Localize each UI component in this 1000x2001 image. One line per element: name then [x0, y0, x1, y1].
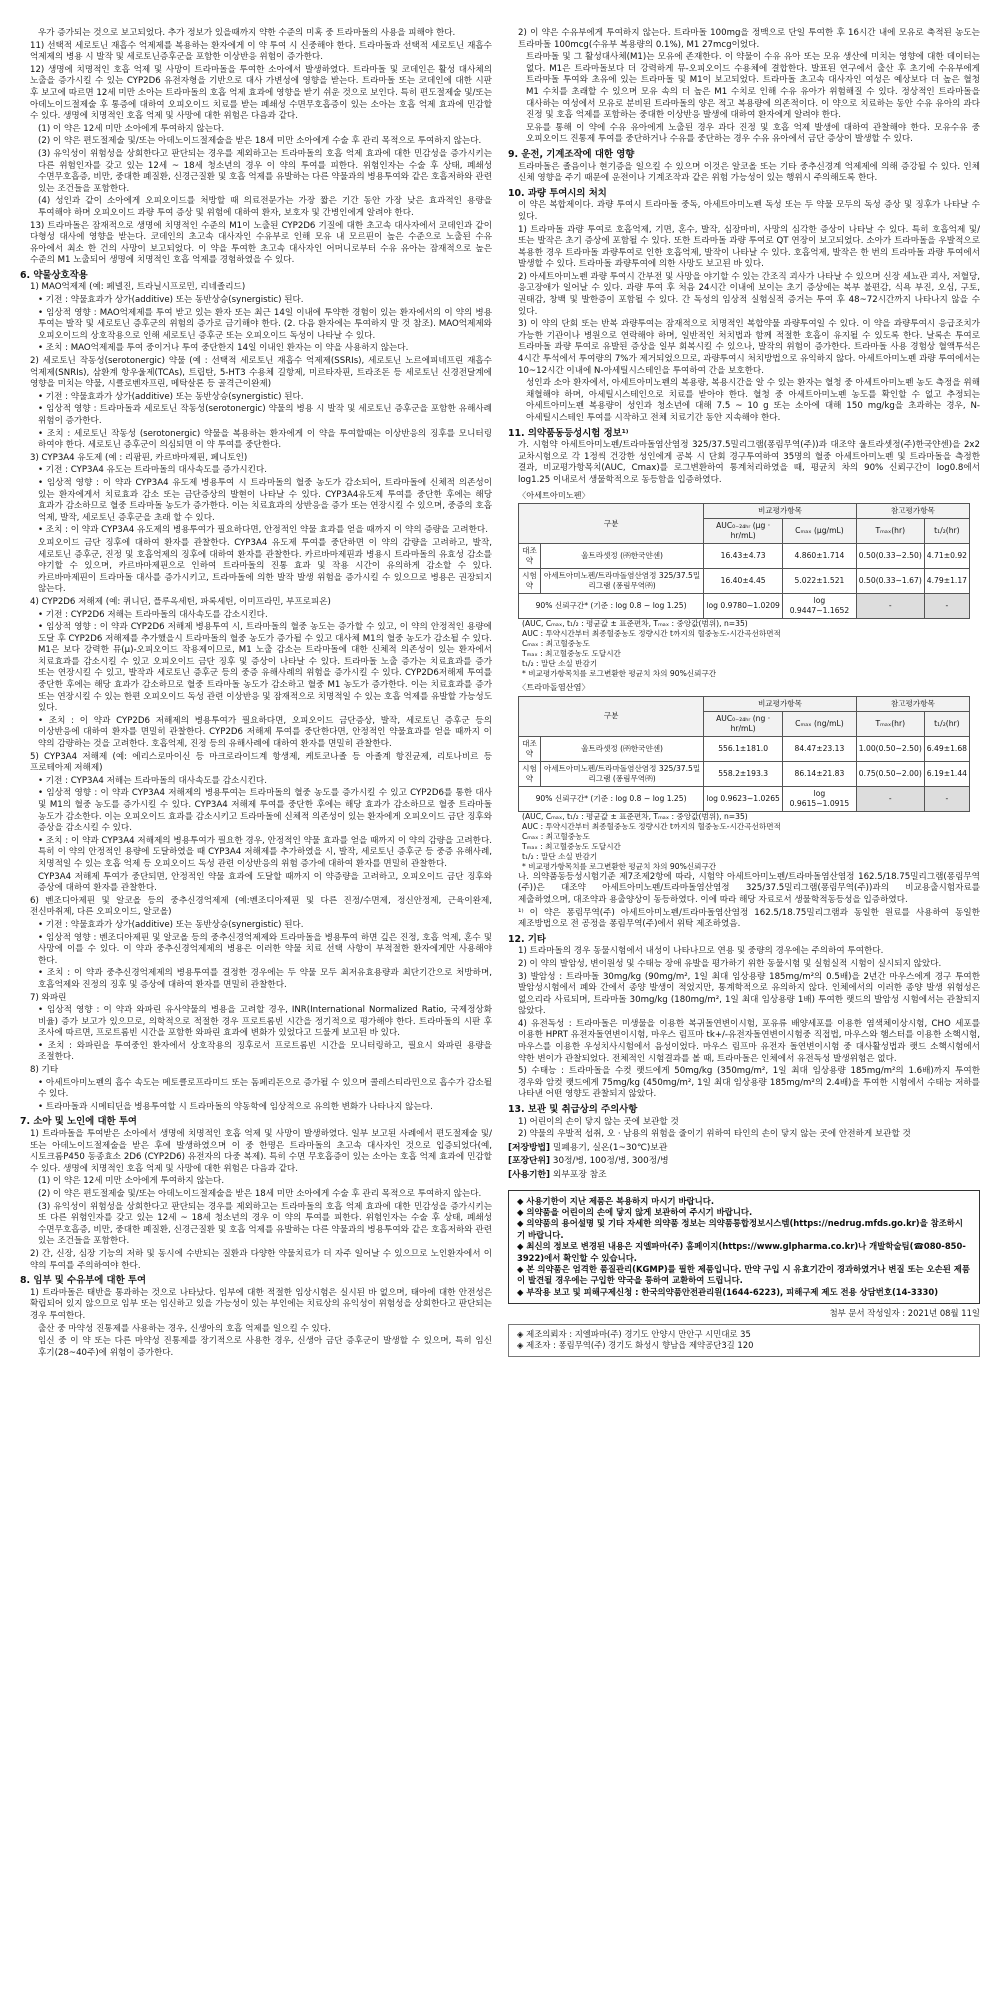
paragraph: 6) 벤조디아제핀 및 알코올 등의 중추신경억제제 (예:벤조디아제핀 및 다른 진정/수면제, 정신안정제, 근육이완제, 전신마취제, 다른 오피오이드, 알코올) [30, 895, 492, 918]
info-value: 30정/병, 100정/병, 300정/병 [552, 1156, 669, 1167]
section-heading: 6. 약물상호작용 [20, 269, 88, 281]
paragraph: 5) 수태능 : 트라마돌을 수컷 랫드에게 50mg/kg (350mg/m², 1일 최대 임상용량 185mg/m²의 1.6배)까지 투여한 경우와 암컷 랫드에게 75mg/kg (450mg/m², 1일 최대 임상용량 185mg/m²의 2.4배)을 투여한 시험에서 수태능 저하를 나타낸 어떤 영향도 관찰되지 않았다. [518, 1066, 980, 1100]
table2-header-cmax: Cₘₐₓ (ng/mL) [783, 711, 857, 736]
table1-header-cmax: Cₘₐₓ (μg/mL) [783, 519, 857, 544]
table2-header-t12: t₁/₂(hr) [924, 711, 969, 736]
table-row [519, 761, 970, 786]
table-note: AUC : 투약시간부터 최종혈중농도 정량시간 t까지의 혈중농도-시간곡선하면적 [522, 629, 781, 639]
table-cell: 대조약 [519, 544, 541, 569]
table-cell: - [924, 594, 969, 619]
paragraph: • 임상적 영향 : MAO억제제를 투여 받고 있는 환자 또는 최근 14일 이내에 투약한 경험이 있는 환자에서의 이 약의 병용 투여는 발작 및 세로토닌 증후군의 위험의 증가로 금기해야 한다. (2. 다음 환자에는 투여하지 말 것 참조). MAO억제제와 오피오이드의 상호작용으로 인해 세로토닌 증후군 또는 오피오이드 독성이 나타날 수 있다. [38, 307, 492, 341]
table2-header-auc: AUC₀₋₂₄ₕᵣ (ng · hr/mL) [704, 711, 783, 736]
paragraph: 트라마돌 및 그 활성대사체(M1)는 모유에 존재한다. 이 약물이 수유 유아 또는 모유 생산에 미치는 영향에 대한 데이터는 없다. M1은 트라마돌보다 더 강력하게 뮤-오피오이드 수용체에 결합한다. 발표된 연구에서 출산 후 초기에 수유부에게 트라마돌 투여와 초유에 있는 트라마돌 및 M1이 보고되었다. 트라마돌 초고속 대사자인 여성은 예상보다 더 높은 혈청 M1 수치를 초래할 수 있으며 모유 속의 더 높은 M1 수치로 인해 수유 유아가 위험해질 수 있다. 정상적인 트라마돌을 대사하는 여성에서 모유로 분비된 트라마돌의 양은 적고 복용량에 의존적이다. 이 약으로 치료하는 동안 수유 유아의 과다 진정 및 호흡 억제를 포함하는 중대한 이상반응 발생에 대하여 환자에게 알려야 한다. [526, 52, 980, 121]
manufacturer-line: ◈ 제조자 : 퐁림무역(주) 경기도 화성시 향남읍 제약공단3길 120 [517, 1340, 754, 1351]
table1-header-tmax: Tₘₐₓ(hr) [856, 519, 924, 544]
info-row [508, 1170, 980, 1182]
table-cell: - [924, 786, 969, 811]
paragraph: 임신 중 이 약 또는 다른 마약성 진통제를 장기적으로 사용한 경우, 신생아 금단 증후군이 발생할 수 있으며, 특히 임신 후기(28~40주)에 위험이 증가한다. [38, 1336, 492, 1358]
paragraph: 1) 트라마돌 과량 투여로 호흡억제, 기면, 혼수, 발작, 심장마비, 사망의 심각한 증상이 나타날 수 있다. 특히 호흡억제 및/또는 발작은 초기 증상에 포함될 수 있다. 또한 트라마돌 과량 투여로 QT 연장이 보고되었다. 소아가 트라마돌을 우발적으로 복용한 경우 트라마돌 과량투여로 인한 호흡억제, 발작이 나타날 수 있다. 호흡억제, 발작은 한 번의 트라마돌 과량 투여에서 발생할 수 있다. 트라마돌 과량투여에 의한 사망도 보고된 바 있다. [518, 224, 980, 270]
section-heading: 8. 임부 및 수유부에 대한 투여 [20, 1275, 147, 1287]
paragraph: 4) 유전독성 : 트라마돌은 미생물을 이용한 복귀돌연변이시험, 포유류 배양세포를 이용한 염색체이상시험, CHO 세포를 이용한 HPRT 유전자돌연변이시험, 마우스 림프마 tk+/-유전자돌연변이시험중 직접법, 마우스와 햄스터를 이용한 소핵시험, 마우스를 이용한 우성치사시험에서 음성이었다. 마우스 림프마 유전자 돌연변이시험 중 대사활성법과 랫드 소핵시험에서 약한 변이가 관찰되었다. 전체적인 시험결과를 볼 때, 트라마돌은 인체에서 유전독성 발생위험은 없다. [518, 1018, 980, 1064]
section-heading: 13. 보관 및 취급상의 주의사항 [508, 1104, 638, 1116]
paragraph: 11) 선택적 세로토닌 재흡수 억제제를 복용하는 환자에게 이 약 투여 시 신중해야 한다. 트라마돌과 선택적 세로토닌 재흡수 억제제의 병용 시 발작 및 세로토닌증후군을 포함한 이상반응 위험이 증가한다. [30, 40, 492, 63]
table-cell: log 0.9623~1.0265 [704, 786, 783, 811]
table-cell: - [856, 594, 924, 619]
paragraph: (4) 성인과 같이 소아에게 오피오이드를 처방할 때 의료전문가는 가장 짧은 기간 동안 가장 낮은 효과적인 용량을 투여해야 하며 오피오이드 과량 투여 증상 및 위험에 대하여 환자, 보호자 및 간병인에게 알려야 한다. [38, 196, 492, 218]
table1-header-ref: 참고평가항목 [856, 504, 969, 519]
table-cell: 558.2±193.3 [704, 761, 783, 786]
right-column [508, 28, 980, 1357]
paragraph: 3) 이 약의 단회 또는 반복 과량투여는 잠재적으로 치명적인 복합약물 과량투여일 수 있다. 이 약을 과량투여시 응급조치가 가능한 기관이나 병원으로 연락해야 하며, 일반적인 처치법과 함께 적절한 호흡이 유지될 수 있도록 한다. 날록손 투여로 트라마돌 과량 투여로 유발된 증상을 일부 회복시킬 수 있으나, 발작의 위험이 증가한다. 트라마돌 사용 경험상 혈액투석은 4시간 투석에서 투여량의 7%가 제거되었으므로, 과량투여시 처치방법으로 유익하지 않다. 아세트아미노펜 과량 투여에서는 10~12시간 이내에 N-아세틸시스테인을 투여하여 간을 보호한다. [518, 319, 980, 376]
table-cell: 4.860±1.714 [783, 544, 857, 569]
table-row [519, 736, 970, 761]
notice-item: ◆ 본 의약품은 엄격한 품질관리(KGMP)를 필한 제품입니다. 만약 구입 시 유효기간이 경과하였거나 변질 또는 오손된 제품이 발견될 경우에는 구입한 약국을 통하여 교환하여 드립니다. [517, 1264, 970, 1286]
table-cell: 울트라셋정 (㈜한국얀센) [540, 544, 703, 569]
table-note: Cₘₐₓ : 최고혈중농도 [522, 639, 590, 649]
paragraph: 1) 트라마돌은 태반을 통과하는 것으로 나타났다. 임부에 대한 적절한 임상시험은 실시된 바 없으며, 태아에 대한 안전성은 확립되어 있지 않으므로 임부 또는 임신하고 있을 가능성이 있는 부인에는 치료상의 유익성이 위험성을 상회한다고 판단되는 경우 투여한다. [30, 1287, 492, 1321]
paragraph: • 임상적 영향 : 이 약과 CYP2D6 저해제 병용투여 시, 트라마돌의 혈중 농도는 증가할 수 있고, 이 약의 안정적인 용량에 도달 후 CYP2D6 저해제를 추가했을시 트라마돌의 혈중 농도가 증가될 수 있고 대사체 M1의 혈중 농도가 감소될 수 있다. M1은 보다 강력한 뮤(μ)-오피오이드 작용제이므로, M1 노출 감소는 트라마돌에 대한 신체적 의존성이 있는 환자에서 치료효과를 감소시킬 수 있고 오피오이드 금단 징후 및 증상이 나타날 수 있다. 트라마돌 노출 증가는 치료효과를 증가 또는 연장시킬 수 있고, 발작과 세로토닌 증후군 등의 중증 유해사례의 위험을 증가시킬 수 있다. CYP2D6저해제 투여를 중단한 후에는 해당 효과가 감소하므로 혈중 트라마돌 농도가 감소하고 혈중 M1 농도가 증가한다. 이는 치료효과를 증가 또는 연장시킬 수 있는 한편 오피오이드 독성 관련 이상반응 및 잠재적으로 치명적일 수 있는 호흡 억제를 유발할 가능성도 있다. [38, 622, 492, 714]
table2-header-bio: 비교평가항목 [704, 696, 857, 711]
paragraph: • 임상적 영향 : 이 약과 와파린 유사약물의 병용을 고려할 경우, INR(International Normalized Ratio, 국제정상화 비율) 증가 보고가 있으므로, 의학적으로 적절한 경우 프로트롬빈 시간을 정기적으로 평가해야 한다. 트라마돌의 시판 후 조사에 따르면, 프로트롬빈 시간을 포함한 와파린 효과에 변화가 있었다고 드물게 보고된 바 있다. [38, 1005, 492, 1039]
paragraph: • 조치 : 이 약과 CYP2D6 저해제의 병용투여가 필요하다면, 오피오이드 금단증상, 발작, 세로토닌 증후군 등의 이상반응에 대하여 환자를 면밀히 관찰한다. CYP2D6 저해제 투여를 중단한다면, 안정적인 약물효과를 얻을 때까지 이 약의 감량하는 것을 고려한다. 호흡억제, 진정 등의 유해사례에 대하여 환자를 면밀히 관찰한다. [38, 715, 492, 750]
paragraph: 오피오이드 금단 징후에 대하여 환자를 관찰한다. CYP3A4 유도제 투여를 중단하면 이 약의 감량을 고려하고, 발작, 세로토닌 증후군, 진정 및 호흡억제의 징후에 대하여 환자를 관찰한다. 카르바마제핀과 병용시 트라마돌의 유효성 감소를 야기할 수 있으며, 카르바마제핀으로 인하여 트라마돌의 진통 효과 및 작용 시간이 유의하게 감소할 수 있다. 카르바마제핀이 트라마돌 대사를 증가시키고, 트라마돌에 의한 발작 발생 위험을 증가시킬 수 있으므로 병용은 권장되지 않는다. [38, 537, 492, 595]
table-cell: 4.71±0.92 [924, 544, 969, 569]
notice-item: ◆ 최신의 정보로 변경된 내용은 지엘파마(주) 홈페이지(https://www.glpharma.co.kr)나 개발학술팀(☎080-850-3922)에서 확인할 수 있습니다. [517, 1241, 966, 1263]
table-cell: 90% 신뢰구간* (기준 : log 0.8 ~ log 1.25) [519, 594, 704, 619]
paragraph: 1) 트라마돌을 투여받은 소아에서 생명에 치명적인 호흡 억제 및 사망이 발생하였다. 일부 보고된 사례에서 편도절제술 및/또는 아데노이드절제술을 받은 후에 발생하였으며 이 중 한명은 트라마돌의 초고속 대사자인 것으로 입증되었다(예, 시토크롬P450 동종효소 2D6 (CYP2D6) 유전자의 다중 복제). 특히 수면 무호흡증이 있는 소아는 호흡 억제 효과에 민감할 수 있다. 생명에 치명적인 호흡 억제 및 사망에 대한 위험은 다음과 같다. [30, 1129, 492, 1174]
table1-header-auc: AUC₀₋₂₄ₕᵣ (μg · hr/mL) [704, 519, 783, 544]
paragraph: • 조치 : MAO억제제를 투여 중이거나 투여 중단한지 14일 이내인 환자는 이 약을 사용하지 않는다. [38, 343, 409, 354]
table-row [519, 594, 970, 619]
paragraph: (3) 유익성이 위험성을 상회한다고 판단되는 경우를 제외하고는 트라마돌의 호흡 억제 효과에 대한 민감성을 증가시키는 다른 위험인자를 갖고 있는 12세 ~ 18세 청소년의 경우 이 약의 투여를 피한다. 위험인자는 수술 후 상태, 폐쇄성 수면무호흡증, 비만, 중대한 폐질환, 신경근질환 및 호흡 억제를 유발하는 다른 약물과의 병용투여와 같은 호흡저하와 관련 있는 조건들을 포함한다. [38, 148, 492, 194]
table-cell: 84.47±23.13 [783, 736, 857, 761]
paragraph: • 기전 : 약물효과가 상가(additive) 또는 동반상승(synergistic) 된다. [38, 295, 304, 306]
section-heading: 11. 의약품동등성시험 정보¹⁾ [508, 427, 629, 439]
paragraph: ¹⁾ 이 약은 퐁림무역(주) 아세트아미노펜/트라마돌염산염정 162.5/18.75밀리그램과 동일한 원료를 사용하여 동일한 제조방법으로 전 공정을 퐁림무역(주)에서 위탁 제조하였음. [518, 907, 980, 930]
manufacturer-box [508, 1324, 980, 1357]
paragraph: 트라마돌은 졸음이나 현기증을 일으킬 수 있으며 이것은 알코올 또는 기타 중추신경계 억제제에 의해 증강될 수 있다. 인체 신체 영향을 주기 때문에 운전이나 기계조작과 같은 위험 가능성이 있는 행위시 주의해도록 한다. [518, 161, 980, 184]
paragraph: 2) 약물의 우발적 섭취, 오 · 남용의 위험을 줄이기 위하여 타인의 손이 닿지 않는 곳에 안전하게 보관할 것 [518, 1129, 911, 1140]
paragraph: • 임상적 영향 : 트라마돌과 세로토닌 작동성(serotonergic) 약물의 병용 시 발작 및 세로토닌 증후군을 포함한 유해사례 위험이 증가한다. [38, 404, 492, 426]
table-row [519, 569, 970, 594]
paragraph: 2) 세로토닌 작동성(serotonergic) 약물 (예 : 선택적 세로토닌 재흡수 억제제(SSRIs), 세로토닌 노르에피네프린 재흡수 억제제(SNRIs), 삼환계 항우울제(TCAs), 트립탄, 5-HT3 수용체 길항제, 미르타자핀, 트라조돈 등 세로토닌 신경전달계에 영향을 미치는 약물, 시클로벤자프린, 메탁살론 등 골격근이완제) [30, 356, 492, 390]
table-note: Tₘₐₓ : 최고혈중농도 도달시간 [522, 649, 621, 659]
table-cell: 16.40±4.45 [704, 569, 783, 594]
paragraph: 가. 시험약 아세트아미노펜/트라마돌염산염정 325/37.5밀리그램(퐁림무역(주))과 대조약 울트라셋정(주)한국얀센)을 2x2 교차시험으로 각 1정씩 건강한 성인에게 공복 시 단회 경구투여하여 35명의 혈중 아세트아미노펜 및 트라마돌을 측정한 결과, 비교평가항목치(AUC, Cmax)를 로그변환하여 통계처리하였을 때, 평균치 차의 90% 신뢰구간이 log0.8에서 log1.25 이내로서 생물학적으로 동등함을 입증하였다. [518, 440, 980, 485]
paragraph: • 임상적 영향 : 이 약과 CYP3A4 저해제의 병용투여는 트라마돌의 혈중 농도를 증가시킬 수 있고 CYP2D6를 통한 대사 및 M1의 혈중 농도를 증가시킬 수 있다. CYP3A4 저해제 투여를 중단한 후에는 해당 효과가 감소하므로 혈중 트라마돌 농도가 감소한다. 이는 오피오이드 효과를 감소시키고 트라마돌에 신체적 의존성이 있는 환자에게 오피오이드 금단 징후와 증상을 감소시킬 수 있다. [38, 788, 492, 834]
paragraph: 우가 증가되는 것으로 보고되었다. 추가 정보가 있을때까지 약한 수준의 미혹 중 트라마돌의 사용을 피해야 한다. [38, 28, 456, 38]
table-cell: 대조약 [519, 736, 541, 761]
table1-caption: 〈아세트아미노펜〉 [518, 489, 590, 500]
paragraph: 2) 이 약의 발암성, 변이원성 및 수태능 장애 유발을 평가하기 위한 동물시험 및 실험실적 시험이 실시되지 않았다. [518, 958, 942, 969]
paragraph: 2) 이 약은 수유부에게 투여하지 않는다. 트라마돌 100mg을 정맥으로 단일 투여한 후 16시간 내에 모유로 축적된 농도는 트라마돌 100mcg(수유부 복용량의 0.1%), M1 27mcg이었다. [518, 28, 980, 50]
paragraph: 8) 기타 [30, 1065, 59, 1076]
table-cell: log 0.9447~1.1652 [783, 594, 857, 619]
table1-header-group: 구분 [519, 504, 704, 544]
table1-header-bio: 비교평가항목 [704, 504, 857, 519]
paragraph: • 임상적 영향 : 벤조디아제핀 및 알코올 등의 중추신경억제제와 트라마돌을 병용투여 하면 깊은 진정, 호흡 억제, 혼수 및 사망에 이를 수 있다. 이 약과 중추신경억제제의 병용은 이러한 약물 치료 선택 사항이 부적절한 환자에게만 사용해야 한다. [38, 932, 492, 966]
info-label: [저장방법] [508, 1142, 551, 1153]
table-note: AUC : 투약시간부터 최종혈중농도 정량시간 t까지의 혈중농도-시간곡선하면적 [522, 821, 781, 831]
table-note: * 비교평가항목치를 로그변환한 평균치 차의 90%신뢰구간 [522, 861, 717, 871]
product-info-block [508, 1143, 980, 1182]
paragraph: 이 약은 복합제이다. 과량 투여시 트라마돌 중독, 아세트아미노펜 독성 또는 두 약물 모두의 독성 증상 및 징후가 나타날 수 있다. [518, 200, 980, 222]
table2-header-tmax: Tₘₐₓ(hr) [856, 711, 924, 736]
table-note: t₁/₂ : 말단 소실 반감기 [522, 851, 598, 861]
paragraph: • 기전 : CYP2D6 저해는 트라마돌의 대사속도를 감소시킨다. [38, 609, 268, 620]
bioequivalence-table-tramadol [518, 696, 970, 812]
info-row [508, 1143, 980, 1155]
table2-header-group: 구분 [519, 696, 704, 736]
paragraph: 13) 트라마돌은 잠재적으로 생명에 치명적인 수준의 M1이 노출된 CYP2D6 기질에 대한 초고속 대사자에서 코데인과 같이 다형성 대사에 영향을 받는다. 코데인의 초고속 대사자인 수유부로 인해 모유 내 모르핀이 높은 수준으로 노출된 수유 유아에서 최소 한 건의 사망이 보고되었다. 이 약을 투여한 초고속 대사자인 어머니로부터 수유 유아는 잠재적으로 높은 수준의 M1 노출되어 생명에 치명적인 호흡 억제를 경험하였을 수 있다. [30, 220, 492, 266]
right-column-top-text [508, 28, 980, 487]
notice-item: ◆ 부작용 보고 및 피해구제신청 : 한국의약품안전관리원(1644-6223), 피해구제 제도 전용 상담번호(14-3330) [517, 1286, 939, 1297]
paragraph: • 조치 : 이 약과 중추신경억제제의 병용투여를 결정한 경우에는 두 약물 모두 최저유효용량과 최단기간으로 처방하며, 호흡억제와 진정의 징후 및 증상에 대하여 환자를 면밀히 관찰한다. [38, 968, 492, 990]
info-label: [포장단위] [508, 1156, 551, 1167]
table-cell: 아세트아미노펜/트라마돌염산염정 325/37.5밀리그램 (퐁림무역㈜) [540, 761, 703, 786]
table-note: t₁/₂ : 말단 소실 반감기 [522, 659, 598, 669]
table-note: Cₘₐₓ : 최고혈중농도 [522, 831, 590, 841]
paragraph: • 기전 : 약물효과가 상가(additive) 또는 동반상승(synergistic) 된다. [38, 919, 304, 930]
paragraph: 7) 와파린 [30, 992, 67, 1003]
right-column-bottom-text [508, 872, 980, 1141]
paragraph: • 아세트아미노펜의 흡수 속도는 메토클로프라미드 또는 돔페리돈으로 증가될 수 있으며 콜레스티라민으로 흡수가 감소될 수 있다. [38, 1077, 492, 1100]
notice-item: ◆ 의약품의 용어설명 및 기타 자세한 의약품 정보는 의약품통합정보시스템(https://nedrug.mfds.go.kr)을 참조하시기 바랍니다. [517, 1218, 963, 1240]
table-cell: 86.14±21.83 [783, 761, 857, 786]
paragraph: CYP3A4 저해제 투여가 중단되면, 안정적인 약물 효과에 도달할 때까지 이 약증량을 고려하고, 오피오이드 금단 징후와 증상에 대하여 환자를 관찰한다. [38, 871, 492, 894]
paragraph: 3) 발암성 : 트라마돌 30mg/kg (90mg/m², 1일 최대 임상용량 185mg/m²의 0.5배)을 2년간 마우스에게 경구 투여한 발암성시험에서 폐와 간에서 종양 발생이 적었지만, 통계학적으로 유의하지 않다. 인체에서의 이러한 종양 발생 위험성은 없으리라 사료되며, 트라마돌 30mg/kg (180mg/m², 1일 최대 임상용량 1배) 투여한 랫드의 발암성 시험에서는 관찰되지 않았다. [518, 971, 980, 1017]
table-cell: log 0.9615~1.0915 [783, 786, 857, 811]
table-note: (AUC, Cₘₐₓ, t₁/₂ : 평균값 ± 표준편차, Tₘₐₓ : 중앙값(범위), n=35) [522, 619, 748, 629]
paragraph: (3) 유익성이 위험성을 상회한다고 판단되는 경우를 제외하고는 트라마돌의 호흡 억제 효과에 대한 민감성을 증가시키는 또 다른 위험인자를 갖고 있는 12세 ~ 18세 청소년의 경우 이 약의 투여를 피한다. 위험인자는 수술 후 상태, 폐쇄성 수면무호흡증, 비만, 중대한 폐질환, 신경근질환 및 호흡 억제를 유발하는 다른 약물과의 병용투여와 같은 호흡저하와 관련 있는 조건들을 포함한다. [38, 1201, 492, 1247]
paragraph: 4) CYP2D6 저해제 (예: 퀴니딘, 플루옥세틴, 파록세틴, 이미프라민, 부프로피온) [30, 596, 331, 607]
paragraph: • 기전 : CYP3A4 저해는 트라마돌의 대사속도를 감소시킨다. [38, 775, 267, 786]
paragraph: 출산 중 마약성 진통제를 사용하는 경우, 신생아의 호흡 억제를 일으킬 수 있다. [38, 1323, 331, 1334]
paragraph: • 트라마돌과 시메티딘을 병용투여할 시 트라마돌의 약동학에 임상적으로 유의한 변화가 나타나지 않는다. [38, 1101, 433, 1112]
paragraph: 2) 간, 신장, 심장 기능의 저하 및 동시에 수반되는 질환과 다양한 약물치료가 더 자주 일어날 수 있으므로 노인환자에서 이 약의 투여를 주의하여야 한다. [30, 1248, 492, 1271]
paragraph: • 조치 : 이 약과 CYP3A4 유도제의 병용투여가 필요하다면, 안정적인 약물 효과를 얻을 때까지 이 약의 증량을 고려한다. [38, 525, 488, 536]
paragraph: 1) 어린이의 손이 닿지 않는 곳에 보관할 것 [518, 1116, 679, 1127]
table-row [519, 786, 970, 811]
paragraph: (1) 이 약은 12세 미만 소아에게 투여하지 않는다. [38, 1176, 225, 1187]
table2-caption: 〈트라마돌염산염〉 [518, 682, 590, 693]
paragraph: (2) 이 약은 편도절제술 및/또는 아데노이드절제술을 받은 18세 미만 소아에게 수술 후 관리 목적으로 투여하지 않는다. [38, 136, 482, 147]
paragraph: • 기전 : 약물효과가 상가(additive) 또는 동반상승(synergistic) 된다. [38, 391, 304, 402]
table-cell: 0.75(0.50~2.00) [856, 761, 924, 786]
paragraph: 2) 아세트아미노펜 과량 투여시 간부전 및 사망을 야기할 수 있는 간조직 괴사가 나타날 수 있으며 신장 세뇨관 괴사, 저혈당, 응고장애가 일어날 수 있다. 과량 투여 후 처음 24시간 이내에 보이는 초기 증상에는 복부 불편감, 식욕 부진, 오심, 구토, 권태감, 창백 및 발한증이 포함될 수 있다. 간 독성의 임상적 실험실적 증거는 투여 후 48~72시간까지 나타나지 않을 수 있다. [518, 271, 980, 317]
table-cell: 4.79±1.17 [924, 569, 969, 594]
section-heading: 7. 소아 및 노인에 대한 투여 [20, 1116, 137, 1128]
table-cell: 아세트아미노펜/트라마돌염산염정 325/37.5밀리그램 (퐁림무역㈜) [540, 569, 703, 594]
table-cell: 90% 신뢰구간* (기준 : log 0.8 ~ log 1.25) [519, 786, 704, 811]
notice-box [508, 1190, 980, 1305]
table-cell: 시험약 [519, 569, 541, 594]
paragraph: (2) 이 약은 편도절제술 및/또는 아데노이드절제술을 받은 18세 미만 소아에게 수술 후 관리 목적으로 투여하지 않는다. [38, 1189, 482, 1199]
table-cell: 시험약 [519, 761, 541, 786]
paragraph: 모유를 통해 이 약에 수유 유아에게 노출된 경우 과다 진정 및 호흡 억제 발생에 대하여 관찰해야 한다. 모유수유 중 오피오이드 진통제 투여를 중단하거나 수유를 중단하는 경우 수유 유아에서 금단 증상이 발생할 수 있다. [526, 122, 980, 145]
table-cell: 0.50(0.33~2.50) [856, 544, 924, 569]
paragraph: • 조치 : 이 약과 CYP3A4 저해제의 병용투여가 필요한 경우, 안정적인 약물 효과를 얻을 때까지 이 약의 감량을 고려한다. 특히 이 약의 안정적인 용량에 도달하였을 때 CYP3A4 저해제를 추가하였을 시, 발작, 세로토닌 증후군 등 중증 유해사례, 치명적일 수 있는 호흡 억제 등 오피오이드 독성 관련 이상반응의 위험 증가에 대하여 환자를 면밀히 관찰한다. [38, 835, 492, 869]
section-heading: 12. 기타 [508, 933, 546, 945]
section-heading: 10. 과량 투여시의 처치 [508, 187, 607, 199]
paragraph: 1) 트라마돌의 경우 동물시험에서 내성이 나타나므로 연용 및 중량의 경우에는 주의하여 투여한다. [518, 946, 884, 957]
paragraph: 12) 생명에 치명적인 호흡 억제 및 사망이 트라마돌을 투여한 소아에서 발생하였다. 트라마돌 및 코데인은 활성 대사체의 노출을 증가시킬 수 있는 CYP2D6 유전자형을 기반으로 대사 가변성에 영향을 받는다. 트라마돌 또는 코데인에 대한 시판 후 보고에 따르면 12세 미만 소아는 트라마돌의 호흡 억제 효과에 영향을 받기 쉬운 것으로 보인다. 특히 편도절제술 및/또는 아데노이드절제술 후 통증에 대하여 오피오이드 치료를 받는 폐쇄성 수면무호흡증이 있는 소아는 호흡 억제 효과에 민감할 수 있다. 생명에 치명적인 호흡 억제 및 사망에 대한 위험은 다음과 같다. [30, 64, 492, 122]
table-cell: 울트라셋정 (㈜한국얀센) [540, 736, 703, 761]
table-cell: 1.00(0.50~2.50) [856, 736, 924, 761]
table-cell: - [856, 786, 924, 811]
info-row [508, 1156, 980, 1168]
table-cell: log 0.9780~1.0209 [704, 594, 783, 619]
notice-item: ◆ 의약품을 어린이의 손에 닿지 않게 보관하여 주시기 바랍니다. [517, 1207, 753, 1217]
table-row [519, 544, 970, 569]
paragraph: 5) CYP3A4 저해제 (예: 에리스로마이신 등 마크로라이드계 항생제, 케토코나졸 등 아졸계 항진균제, 리토나비르 등 프로테아제 저해제) [30, 751, 492, 774]
table2-header-ref: 참고평가항목 [856, 696, 969, 711]
table-cell: 5.022±1.521 [783, 569, 857, 594]
paragraph: (1) 이 약은 12세 미만 소아에게 투여하지 않는다. [38, 123, 225, 134]
paragraph: • 조치 : 와파린을 투여중인 환자에서 상호작용의 징후로서 프로트롬빈 시간을 모니터링하고, 필요시 와파린 용량을 조절한다. [38, 1040, 492, 1063]
table-cell: 556.1±181.0 [704, 736, 783, 761]
table-note: Tₘₐₓ : 최고혈중농도 도달시간 [522, 841, 621, 851]
left-column [20, 28, 492, 1360]
table-cell: 0.50(0.33~1.67) [856, 569, 924, 594]
revision-date: 첨부 문서 작성일자 : 2021년 08월 11일 [829, 1308, 980, 1319]
table1-header-t12: t₁/₂(hr) [924, 519, 969, 544]
paragraph: 1) MAO억제제 (예: 페넬진, 트라닐시프로민, 리네졸리드) [30, 282, 246, 293]
table-note: * 비교평가항목치를 로그변환한 평균치 차의 90%신뢰구간 [522, 669, 717, 679]
info-value: 외부포장 참조 [552, 1170, 607, 1180]
manufacturer-line: ◈ 제조의뢰자 : 지엘파마(주) 경기도 안양시 만안구 시민대로 35 [517, 1328, 751, 1339]
paragraph: • 조치 : 세로토닌 작동성 (serotonergic) 약물을 복용하는 환자에게 이 약을 투여할때는 이상반응의 징후를 모니터링 하여야 한다. 세로토닌 증후군이 의심되면 이 약 투여를 중단한다. [38, 428, 492, 451]
table-cell: 16.43±4.73 [704, 544, 783, 569]
paragraph: • 기전 : CYP3A4 유도는 트라마돌의 대사속도를 증가시킨다. [38, 465, 267, 476]
notice-item: ◆ 사용기한이 지난 제품은 복용하지 마시기 바랍니다. [517, 1195, 715, 1206]
info-value: 밀폐용기, 실온(1~30℃)보관 [552, 1142, 668, 1153]
paragraph: 성인과 소아 환자에서, 아세트아미노펜의 복용량, 복용시간을 알 수 있는 환자는 혈청 중 아세트아미노펜 농도 측정을 위해 채혈해야 하며, 아세틸시스테인으로 치료를 받아야 한다. 혈청 중 아세트아미노펜 농도를 확인할 수 없고 추정되는 아세트아미노펜 복용량이 성인과 청소년에 대해 7.5 ~ 10 g 또는 소아에 대해 150 mg/kg을 초과하는 경우, N-아세틸시스테인 투여를 시작하고 전체 치료기간 동안 지속해야 한다. [526, 378, 980, 423]
paragraph: • 임상적 영향 : 이 약과 CYP3A4 유도제 병용투여 시 트라마돌의 혈중 농도가 감소되어, 트라마돌에 신체적 의존성이 있는 환자에게서 치료효과 감소 또는 금단증상의 발현이 나타날 수 있다. CYP3A4유도제 투여를 중단한 후에는 해당 효과가 감소하므로 혈중 트라마돌 농도가 증가한다. 이는 치료효과의 상반응을 증가 또는 연장시킬 수 있으며, 중증의 호흡 억제, 발작, 세로토닌 증후군을 초래 할 수 있다. [38, 477, 492, 523]
paragraph: 3) CYP3A4 유도제 (예 : 리팜핀, 카르바마제핀, 페니토인) [30, 452, 248, 463]
table1-notes [508, 619, 980, 679]
paragraph: 나. 의약품동등성시험기준 제7조제2항에 따라, 시험약 아세트아미노펜/트라마돌염산염정 162.5/18.75밀리그램(퐁림무역(주))은 대조약 아세트아미노펜/트라마돌염산염정 325/37.5밀리그램(퐁림무역(주))과의 비교용출시험자료를 제출하였으며, 대조약과 용출양상이 동등하였다. 이에 따라 해당 자료로서 생물학적동등성을 입증하였다. [518, 871, 980, 905]
table2-notes [508, 812, 980, 872]
section-heading: 9. 운전, 기계조작에 대한 영향 [508, 148, 635, 160]
table-note: (AUC, Cₘₐₓ, t₁/₂ : 평균값 ± 표준편차, Tₘₐₓ : 중앙값(범위), n=35) [522, 811, 748, 821]
info-label: [사용기한] [508, 1170, 551, 1180]
bioequivalence-table-acetaminophen [518, 503, 970, 619]
table-cell: 6.19±1.44 [924, 761, 969, 786]
table-cell: 6.49±1.68 [924, 736, 969, 761]
